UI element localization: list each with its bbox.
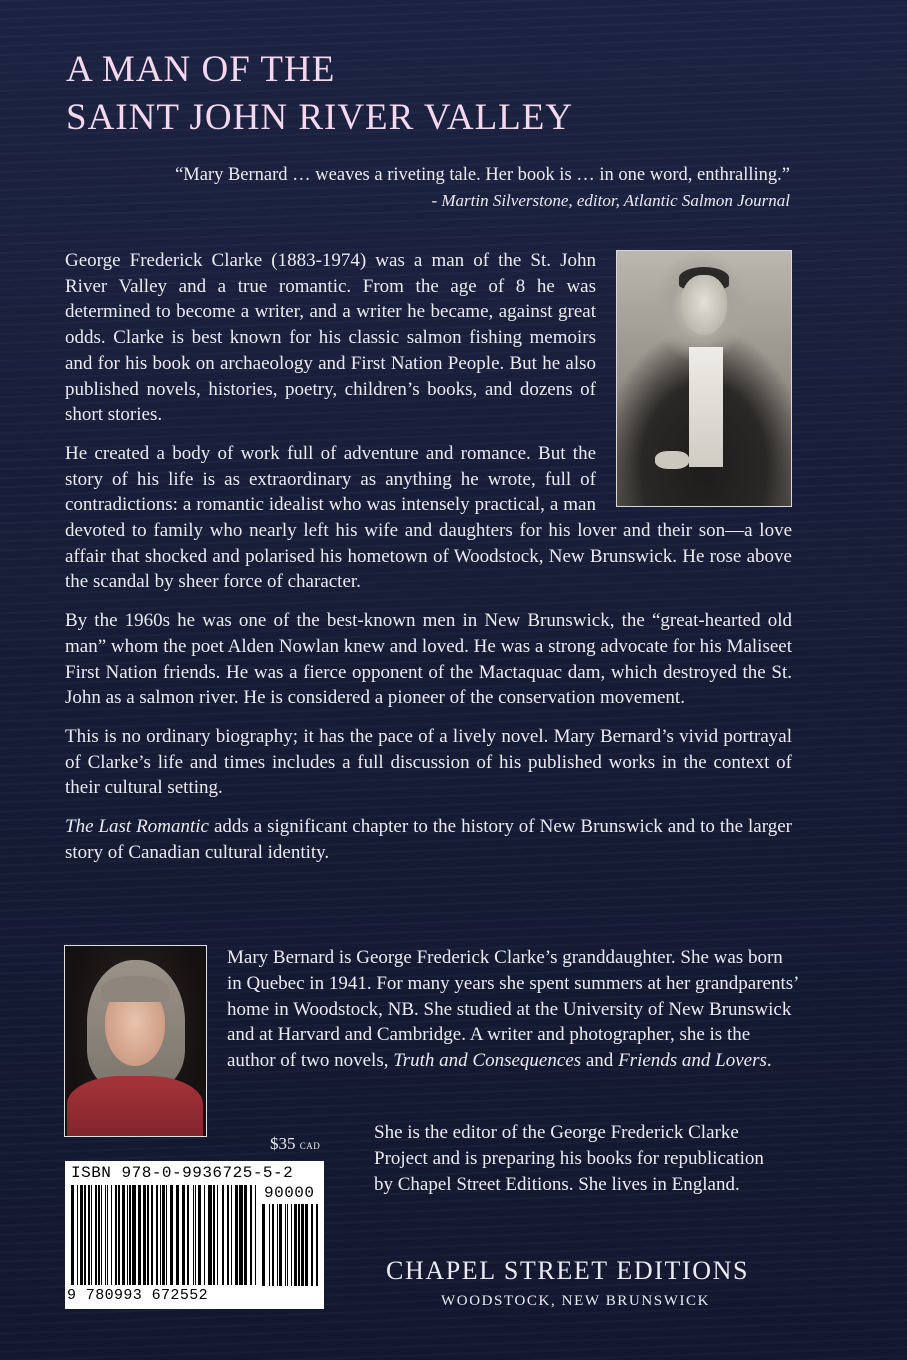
- title-line-1: A MAN OF THE: [66, 49, 336, 90]
- price-amount: $35: [270, 1134, 296, 1153]
- author-subject-photo: [616, 250, 792, 507]
- book-title-inline: The Last Romantic: [65, 816, 209, 838]
- isbn-barcode: [65, 1161, 324, 1309]
- quote-text: “Mary Bernard … weaves a riveting tale. Her book is … in one word, enthralling.”: [175, 165, 790, 185]
- barcode-addon-digits: 90000: [264, 1184, 315, 1202]
- price-currency: CAD: [299, 1141, 321, 1151]
- paragraph-5-text: adds a significant chapter to the history of New Brunswick and to the larger story of Canadian cultural identity.: [65, 816, 792, 863]
- novel-title-2: Friends and Lovers: [618, 1050, 767, 1072]
- description-paragraph-1: George Frederick Clarke (1883-1974) was a man of the St. John River Valley and a true romantic. From the age of 8 he was determined to become a writer, and a writer he became, against great odds. Clarke is best known for his classic salmon fishing memoirs and for his book on archaeology and First Nation People. But he also published novels, histories, poetry, children’s books, and dozens of short stories.: [65, 250, 596, 426]
- barcode-bars: [71, 1185, 257, 1285]
- quote-attribution: - Martin Silverstone, editor, Atlantic Salmon Journal: [431, 191, 790, 210]
- bio-and: and: [581, 1050, 619, 1072]
- barcode-digits: 9 780993 672552: [67, 1287, 209, 1304]
- barcode-addon-bars: [262, 1204, 320, 1286]
- price-label: [270, 1134, 320, 1154]
- description-paragraph-3: By the 1960s he was one of the best-known men in New Brunswick, the “great-hearted old man” whom the poet Alden Nowlan knew and loved. He was a strong advocate for his Maliseet First Nation friends. He was a fierce opponent of the Mactaquac dam, which destroyed the St. John as a salmon river. He is considered a pioneer of the conservation movement.: [65, 610, 792, 709]
- author-photo: [64, 945, 207, 1137]
- publisher-location: WOODSTOCK, NEW BRUNSWICK: [441, 1293, 711, 1309]
- bio-text: Mary Bernard is George Frederick Clarke’s granddaughter. She was born in Quebec in 1941. For many years she spent summers at her grandparents’ home in Woodstock, NB. She studied at the University of New Brunswick and at Harvard and Cambridge. A writer and photographer, she is the author of two novels,: [227, 947, 799, 1072]
- isbn-label: ISBN 978-0-9936725-5-2: [71, 1164, 294, 1182]
- bio-end: .: [766, 1050, 772, 1072]
- description-paragraph-4: This is no ordinary biography; it has the pace of a lively novel. Mary Bernard’s vivid portrayal of Clarke’s life and times includes a full discussion of his published works in the context of their cultural setting.: [65, 725, 792, 799]
- title-line-2: SAINT JOHN RIVER VALLEY: [66, 97, 574, 138]
- description-paragraph-2: He created a body of work full of adventure and romance. But the story of his life is as extraordinary as anything he wrote, full of contradictions: a romantic idealist who was intensely practical, a man devoted to family who nearly left his wife and daughters for his lover and their son—a love affair that shocked and polarised his hometown of Woodstock, New Brunswick. He rose above the scandal by sheer force of character.: [65, 442, 792, 593]
- author-bio-continued: She is the editor of the George Frederick Clarke Project and is preparing his books for republication by Chapel Street Editions. She lives in England.: [374, 1122, 764, 1195]
- book-description: [65, 248, 792, 878]
- book-title: [66, 46, 826, 142]
- novel-title-1: Truth and Consequences: [393, 1050, 582, 1072]
- author-bio: [227, 945, 799, 1074]
- publisher-name: CHAPEL STREET EDITIONS: [386, 1256, 750, 1285]
- review-quote: [70, 162, 790, 214]
- description-paragraph-5: [65, 814, 792, 865]
